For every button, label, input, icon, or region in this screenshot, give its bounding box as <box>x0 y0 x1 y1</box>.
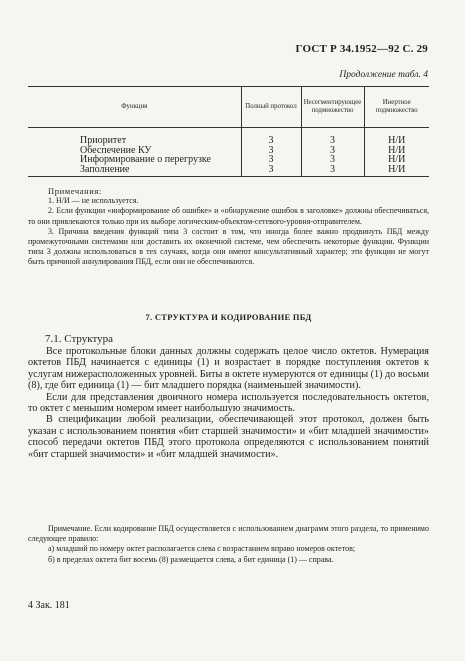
table-continuation-label: Продолжение табл. 4 <box>339 70 428 80</box>
note-item: 1. Н/И — не используется. <box>48 196 139 206</box>
notes-heading: Примечания: <box>48 186 102 196</box>
row-inactive: Н/И <box>364 128 429 146</box>
section-title: 7. СТРУКТУРА И КОДИРОВАНИЕ ПБД <box>145 312 312 322</box>
row-non-segmenting: 3 <box>301 165 364 177</box>
row-full-protocol: 3 <box>241 146 301 156</box>
table-notes <box>28 186 429 268</box>
section-body <box>28 346 429 460</box>
row-inactive: Н/И <box>364 165 429 177</box>
page-footer: 4 Зак. 181 <box>28 600 70 611</box>
encoding-note <box>28 524 429 565</box>
column-header-non-segmenting: Несегментирующее подмножество <box>301 87 364 128</box>
row-function-name: Информирование о перегрузке <box>80 154 211 166</box>
column-header-function: Функция <box>28 87 241 128</box>
row-full-protocol: 3 <box>241 155 301 165</box>
row-non-segmenting: 3 <box>301 146 364 156</box>
table-row <box>28 165 429 177</box>
row-function-name: Обеспечение КУ <box>80 144 152 156</box>
table-row <box>28 128 429 146</box>
row-inactive: Н/И <box>364 155 429 165</box>
row-function-name: Приоритет <box>80 135 127 146</box>
row-full-protocol: 3 <box>241 128 301 146</box>
body-paragraph: В спецификации любой реализации, обеспечивающей этот протокол, должен быть указан с использованием понятия «бит старшей значимости» и «бит младшей значимости» способ передачи октетов ПБД этого протокола определяются с использованием понятий «бит старшей значимости» и «бит младшей значимости». <box>28 414 429 460</box>
subsection-title: 7.1. Структура <box>45 333 113 345</box>
row-non-segmenting: 3 <box>301 155 364 165</box>
note-item: 2. Если функции «информирование об ошибке» и «обнаружение ошибок в заголовке» должны обеспечиваться, то они привлекаются только при их выборе логическим-объектом-сетевого-уровня-отправителем. <box>28 206 429 226</box>
row-function-name: Заполнение <box>28 165 241 177</box>
note-line: б) в пределах октета бит восемь (8) размещается слева, а бит единица (1) — справа. <box>48 554 334 564</box>
row-full-protocol: 3 <box>241 165 301 177</box>
table-header-row <box>28 87 429 128</box>
column-header-inactive: Инертное подмножество <box>364 87 429 128</box>
body-paragraph: Все протокольные блоки данных должны содержать целое число октетов. Нумерация октетов ПБД начинается с единицы (1) и возрастает в порядке поступления октетов к услугам нижерасположенных уровней. Биты в октете нумеруются от единицы (1) до восьми (8), где бит единица (1) — бит младшего порядка (наименьшей значимости). <box>28 346 429 392</box>
note-line: а) младший по номеру октет располагается слева с возрастанием вправо номеров октетов; <box>48 544 356 554</box>
note-line: Примечание. Если кодирование ПБД осуществляется с использованием диаграмм этого раздела, то применимо следующее правило: <box>28 524 429 544</box>
row-inactive: Н/И <box>364 146 429 156</box>
note-item: 3. Причина введения функций типа 3 состоит в том, что иногда более важно продвинуть ПБД между промежуточными системами или доставить их оконечной системе, чем обеспечить некоторые функции. Функции типа 3 должны использоваться в тех случаях, когда они имеют консультативный характер; эти функции не могут быть причиной аннулирования ПБД, если они не обеспечиваются. <box>28 226 429 267</box>
functions-table <box>28 86 429 177</box>
row-non-segmenting: 3 <box>301 128 364 146</box>
column-header-full-protocol: Полный протокол <box>241 87 301 128</box>
standard-header: ГОСТ Р 34.1952—92 С. 29 <box>295 43 428 55</box>
body-paragraph: Если для представления двоичного номера используется последовательность октетов, то октет с меньшим номером имеет наибольшую значимость. <box>28 391 429 415</box>
